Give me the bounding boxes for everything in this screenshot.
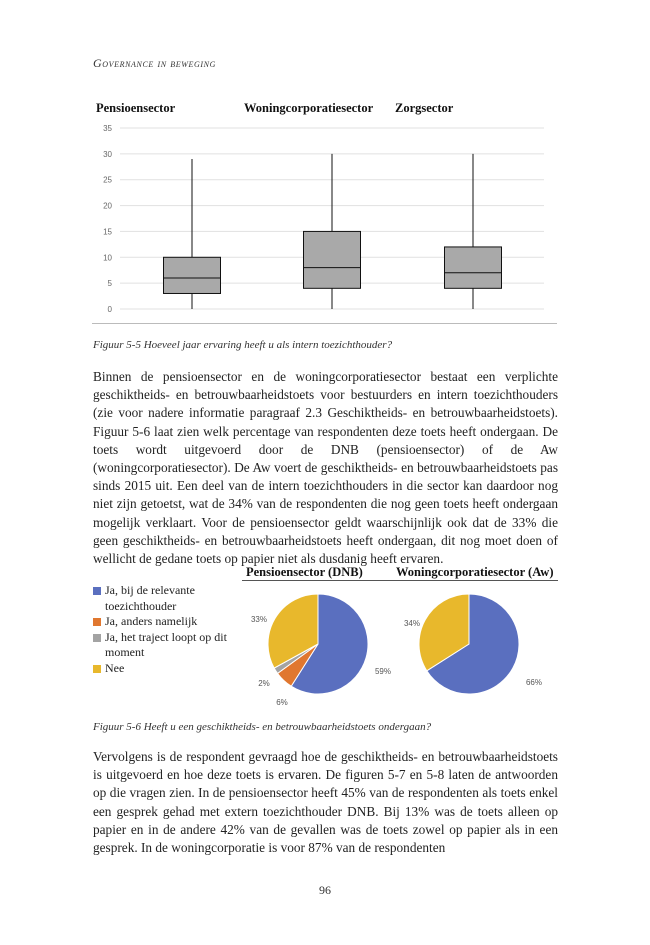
legend-item xyxy=(93,661,243,677)
paragraph-1: Binnen de pensioensector en de woningcorporatiesector bestaat een verplichte geschiktheids- en betrouwbaarheidstoets voor bestuurders en intern toezichthouders (zie voor nadere informatie paragraaf 2.3 Geschiktheids- en betrouwbaarheidstoets). Figuur 5-6 laat zien welk percentage van respondenten deze toets heeft ondergaan. De toets wordt uitgevoerd door de DNB (pensioensector) of de Aw (woningcorporatiesector). De Aw voert de geschiktheids- en betrouwbaarheidstoets pas sinds 2015 uit. Een deel van de intern toezichthouders in die sector kan daardoor nog niet zijn getoetst, wat de 34% van de respondenten die nog geen toets heeft ondergaan mogelijk verklaart. Voor de pensioensector geldt waarschijnlijk ook dat de 33% die geen geschiktheids- en betrouwbaarheidstoets heeft ondergaan, dit nog moet doen of wellicht de gedane toets op papier niet als dusdanig heeft ervaren. xyxy=(93,369,558,567)
legend-label: Ja, bij de relevante toezichthouder xyxy=(105,583,195,613)
legend-item xyxy=(93,614,243,630)
legend-label: Ja, anders namelijk xyxy=(105,614,198,629)
box xyxy=(445,247,502,288)
pie-data-label: 59% xyxy=(374,667,392,676)
y-tick-label: 15 xyxy=(103,227,112,237)
boxplot-label-pension: Pensioensector xyxy=(96,101,176,115)
legend-label: Nee xyxy=(105,660,125,675)
box xyxy=(164,257,221,293)
pie-data-label: 33% xyxy=(250,615,268,624)
running-header: Governance in beweging xyxy=(93,56,216,70)
y-tick-label: 10 xyxy=(103,253,112,263)
figure-5-5-caption: Figuur 5-5 Hoeveel jaar ervaring heeft u als intern toezichthouder? xyxy=(93,339,393,351)
y-tick-label: 5 xyxy=(107,279,112,289)
pie-header-rule xyxy=(242,580,558,581)
pie-title-pension: Pensioensector (DNB) xyxy=(246,565,363,579)
legend-swatch-blue xyxy=(93,587,101,595)
pie-data-label: 34% xyxy=(403,619,421,628)
boxplot-label-housing: Woningcorporatiesector xyxy=(244,101,374,115)
pie-title-housing: Woningcorporatiesector (Aw) xyxy=(396,565,554,579)
y-tick-label: 35 xyxy=(103,124,112,133)
legend-swatch-yellow xyxy=(93,665,101,673)
boxplot-chart xyxy=(92,118,557,322)
legend-item xyxy=(93,583,243,614)
legend-swatch-grey xyxy=(93,634,101,642)
legend-swatch-orange xyxy=(93,618,101,626)
page-number: 96 xyxy=(319,883,331,897)
box xyxy=(304,231,361,288)
legend-item xyxy=(93,630,243,661)
pie-data-label: 2% xyxy=(258,679,270,688)
y-tick-label: 30 xyxy=(103,149,112,159)
legend-label: Ja, het traject loopt op dit moment xyxy=(105,629,227,660)
paragraph-2: Vervolgens is de respondent gevraagd hoe de geschiktheids- en betrouwbaarheidstoets is uitgevoerd en hoe deze toets is ervaren. De figuren 5-7 en 5-8 laten de antwoorden op die vragen zien. In de pensioensector heeft 45% van de respondenten als toets enkel een gesprek gehad met extern toezichthouder DNB. Bij 13% was de toets alleen op papier en in de andere 42% van de gevallen was de toets zowel op papier als in een gesprek. In de woningcorporatie is voor 87% van de respondenten xyxy=(93,749,558,856)
y-tick-label: 20 xyxy=(103,201,112,211)
pie-data-label: 6% xyxy=(276,698,288,707)
y-tick-label: 0 xyxy=(107,305,112,314)
pie-charts xyxy=(242,582,558,710)
boxplot-label-care: Zorgsector xyxy=(395,101,454,115)
y-tick-label: 25 xyxy=(103,175,112,185)
pie-legend xyxy=(93,583,243,677)
figure-5-6-caption: Figuur 5-6 Heeft u een geschiktheids- en betrouwbaarheidstoets ondergaan? xyxy=(93,721,432,733)
pie-data-label: 66% xyxy=(525,678,543,687)
